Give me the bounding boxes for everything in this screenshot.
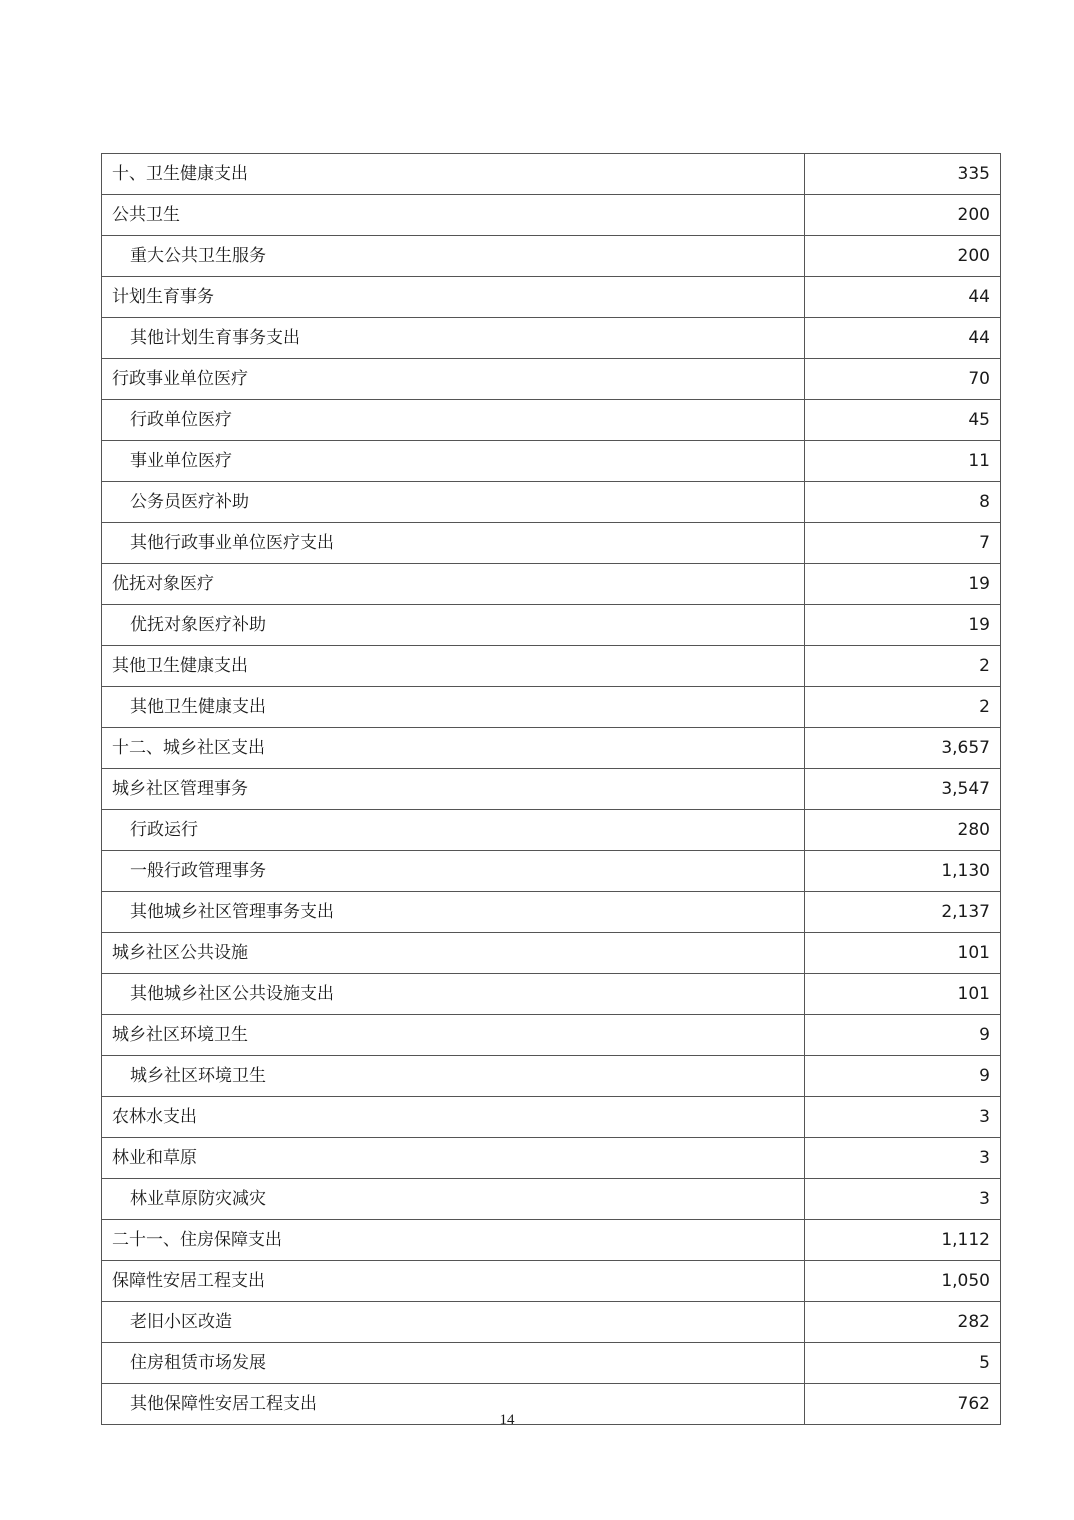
row-item-amount: 44	[805, 277, 1001, 318]
table-row	[102, 359, 1001, 400]
row-item-name: 其他卫生健康支出	[102, 687, 805, 728]
table-row	[102, 482, 1001, 523]
table-row	[102, 810, 1001, 851]
row-item-name: 保障性安居工程支出	[102, 1261, 805, 1302]
row-item-amount: 1,050	[805, 1261, 1001, 1302]
table-row	[102, 1179, 1001, 1220]
row-item-amount: 2	[805, 687, 1001, 728]
table-row	[102, 892, 1001, 933]
table-row	[102, 1097, 1001, 1138]
row-item-name: 城乡社区管理事务	[102, 769, 805, 810]
row-item-amount: 2	[805, 646, 1001, 687]
row-item-amount: 5	[805, 1343, 1001, 1384]
page-number: 14	[499, 1412, 515, 1428]
table-row	[102, 195, 1001, 236]
row-item-amount: 200	[805, 195, 1001, 236]
table-row	[102, 1056, 1001, 1097]
row-item-amount: 762	[805, 1384, 1001, 1425]
table-row	[102, 1261, 1001, 1302]
row-item-amount: 9	[805, 1015, 1001, 1056]
table-row	[102, 728, 1001, 769]
table-row	[102, 277, 1001, 318]
row-item-name: 优抚对象医疗	[102, 564, 805, 605]
table-row	[102, 523, 1001, 564]
row-item-name: 其他卫生健康支出	[102, 646, 805, 687]
table-row	[102, 851, 1001, 892]
row-item-amount: 101	[805, 974, 1001, 1015]
row-item-amount: 19	[805, 564, 1001, 605]
table-row	[102, 318, 1001, 359]
row-item-name: 十、卫生健康支出	[102, 154, 805, 195]
row-item-name: 其他城乡社区管理事务支出	[102, 892, 805, 933]
row-item-amount: 19	[805, 605, 1001, 646]
table-row	[102, 1302, 1001, 1343]
table-row	[102, 1015, 1001, 1056]
row-item-amount: 3	[805, 1097, 1001, 1138]
row-item-amount: 45	[805, 400, 1001, 441]
budget-table	[101, 153, 1001, 1425]
row-item-name: 其他保障性安居工程支出	[102, 1384, 805, 1425]
row-item-name: 公务员医疗补助	[102, 482, 805, 523]
row-item-name: 城乡社区环境卫生	[102, 1015, 805, 1056]
row-item-name: 城乡社区环境卫生	[102, 1056, 805, 1097]
row-item-amount: 280	[805, 810, 1001, 851]
row-item-amount: 3	[805, 1179, 1001, 1220]
row-item-name: 其他计划生育事务支出	[102, 318, 805, 359]
row-item-amount: 9	[805, 1056, 1001, 1097]
table-row	[102, 400, 1001, 441]
row-item-name: 一般行政管理事务	[102, 851, 805, 892]
row-item-name: 优抚对象医疗补助	[102, 605, 805, 646]
row-item-amount: 2,137	[805, 892, 1001, 933]
table-row	[102, 687, 1001, 728]
table-row	[102, 974, 1001, 1015]
table-row	[102, 236, 1001, 277]
row-item-amount: 70	[805, 359, 1001, 400]
row-item-name: 林业草原防灾减灾	[102, 1179, 805, 1220]
table-row	[102, 154, 1001, 195]
row-item-name: 住房租赁市场发展	[102, 1343, 805, 1384]
budget-table-body	[102, 154, 1001, 1425]
row-item-amount: 3,657	[805, 728, 1001, 769]
row-item-amount: 3	[805, 1138, 1001, 1179]
row-item-amount: 11	[805, 441, 1001, 482]
table-row	[102, 1220, 1001, 1261]
table-row	[102, 1138, 1001, 1179]
row-item-name: 其他行政事业单位医疗支出	[102, 523, 805, 564]
row-item-amount: 200	[805, 236, 1001, 277]
row-item-name: 行政单位医疗	[102, 400, 805, 441]
row-item-amount: 3,547	[805, 769, 1001, 810]
row-item-amount: 44	[805, 318, 1001, 359]
row-item-name: 重大公共卫生服务	[102, 236, 805, 277]
row-item-amount: 282	[805, 1302, 1001, 1343]
row-item-name: 其他城乡社区公共设施支出	[102, 974, 805, 1015]
row-item-name: 十二、城乡社区支出	[102, 728, 805, 769]
row-item-amount: 7	[805, 523, 1001, 564]
row-item-amount: 101	[805, 933, 1001, 974]
row-item-amount: 1,130	[805, 851, 1001, 892]
row-item-name: 行政事业单位医疗	[102, 359, 805, 400]
table-row	[102, 933, 1001, 974]
row-item-name: 计划生育事务	[102, 277, 805, 318]
row-item-name: 事业单位医疗	[102, 441, 805, 482]
row-item-name: 城乡社区公共设施	[102, 933, 805, 974]
table-row	[102, 769, 1001, 810]
table-row	[102, 1343, 1001, 1384]
row-item-amount: 1,112	[805, 1220, 1001, 1261]
row-item-name: 公共卫生	[102, 195, 805, 236]
row-item-name: 行政运行	[102, 810, 805, 851]
row-item-amount: 8	[805, 482, 1001, 523]
row-item-name: 二十一、住房保障支出	[102, 1220, 805, 1261]
table-row	[102, 441, 1001, 482]
row-item-amount: 335	[805, 154, 1001, 195]
row-item-name: 林业和草原	[102, 1138, 805, 1179]
row-item-name: 老旧小区改造	[102, 1302, 805, 1343]
row-item-name: 农林水支出	[102, 1097, 805, 1138]
table-row	[102, 646, 1001, 687]
table-row	[102, 605, 1001, 646]
table-row	[102, 564, 1001, 605]
